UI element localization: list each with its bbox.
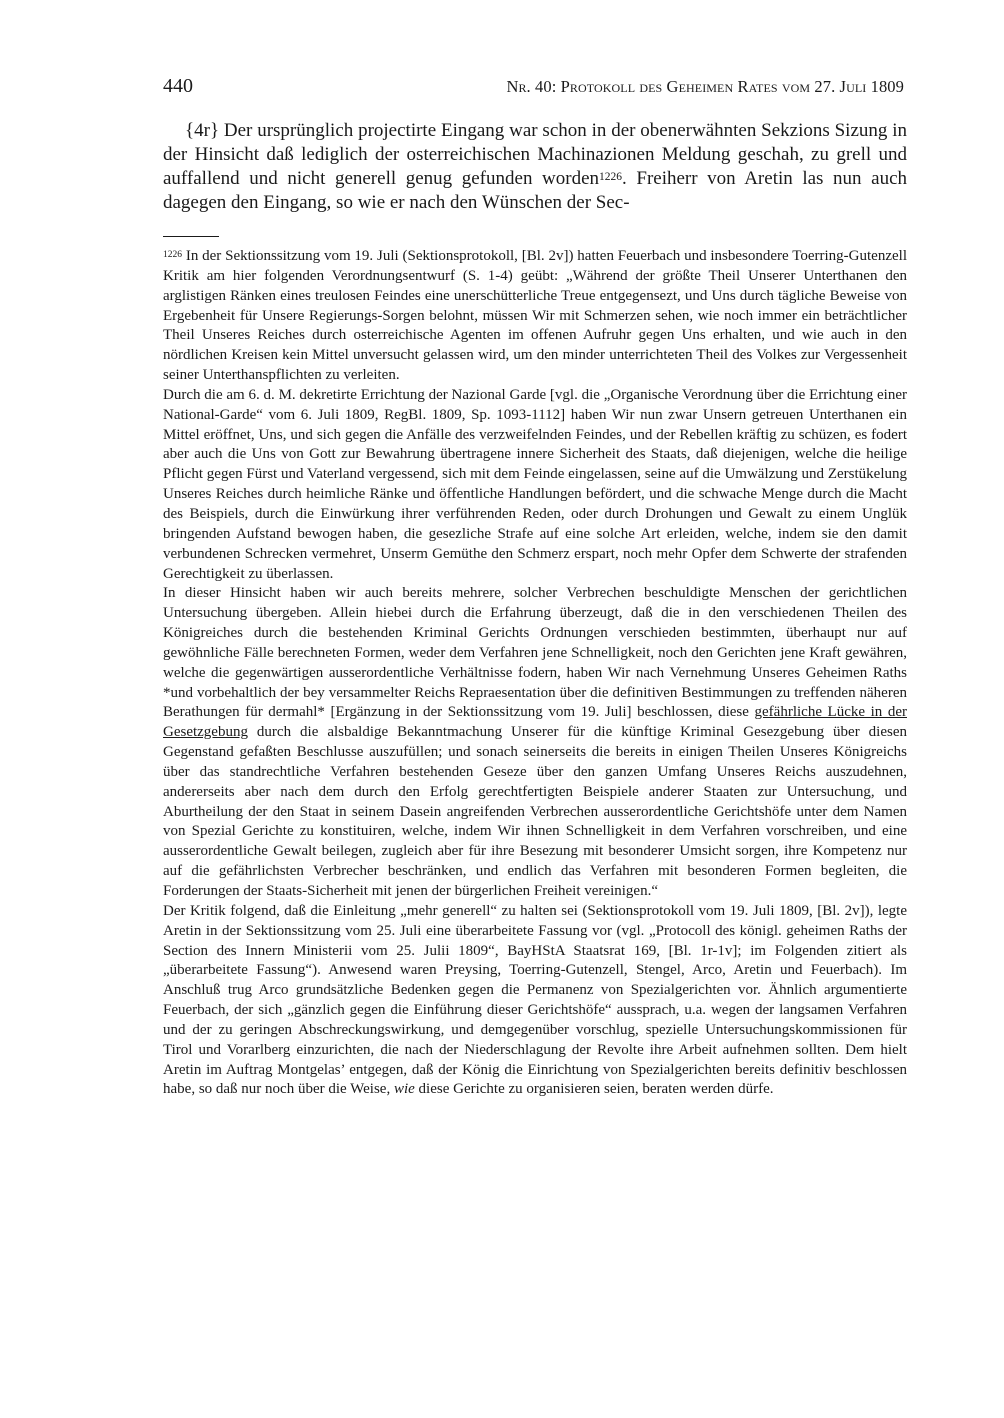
main-text-before-ref: {4r} Der ursprünglich projectirte Eingang war schon in der obenerwähnten Sekzions Sizung in der Hinsicht daß lediglich der osterreichischen Machinazionen Meldung geschah, zu grell und auffallend und nicht generell genug gefunden worden: [163, 120, 907, 189]
footnote-text-3b: durch die alsbaldige Bekanntmachung Unserer für die künftige Kriminal Gesezgebung über diesen Gegenstand gefaßten Beschlusse auszufüllen; und sonach seinerseits die bereits in einigen Theilen Unseres Königreichs über das standrechtliche Verfahren bestehenden Geseze über den ganzen Umfang Unseres Reichs auszudehnen, andererseits aber nach dem durch den Erfolg gerechtfertigten Beispiele anderer Staaten zur Untersuchung, und Aburtheilung der den Staat in seinem Dasein angreifenden Verbrechen ausserordentliche Gerichtshöfe unter dem Namen von Spezial Gerichte zu konstituiren, welche, indem Wir ihnen Schnelligkeit in dem Verfahren vorschreiben, und eine ausserordentliche Gewalt beilegen, zugleich aber für ihre Besezung mit besonderer Umsicht sorgen, ihre Kompetenz nur auf die gefährlichsten Verbrecher beschränken, und endlich das Verfahren mit besonderen Formen begleiten, die Forderungen der Staats-Sicherheit mit jenen der bürgerlichen Freiheit vereinigen.“: [163, 724, 907, 899]
footnote-text-4a: Der Kritik folgend, daß die Einleitung „mehr generell“ zu halten sei (Sektionsprotokoll vom 19. Juli 1809, [Bl. 2v]), legte Aretin in der Sektionssitzung vom 25. Juli eine überarbeitete Fassung vor (vgl. „Protocoll des königl. geheimen Raths der Section des Innern Ministerii vom 25. Julii 1809“, BayHStA Staatsrat 169, [Bl. 1r-1v]; im Folgenden zitiert als „überarbeitete Fassung“). Anwesend waren Preysing, Toerring-Gutenzell, Stengel, Arco, Aretin und Feuerbach). Im Anschluß trug Arco grundsätzliche Bedenken gegen die Permanenz von Spezialgerichten vor. Ähnlich argumentierte Feuerbach, der sich „gänzlich gegen die Einführung dieser Gerichtshöfe“ aussprach, u.a. wegen der langsamen Verfahren und der zu geringen Abschreckungswirkung, und demgegenüber vorschlug, spezielle Untersuchungskommissionen für Tirol und Vorarlberg einzurichten, die nach der Niederschlagung der Revolte ihre Arbeit aufnehmen sollten. Dem hielt Aretin im Auftrag Montgelas’ entgegen, daß der König die Einrichtung von Spezialgerichten bereits definitiv beschlossen habe, so daß nur noch über die Weise,: [163, 902, 907, 1098]
footnote-block: [163, 247, 907, 1100]
footnote-number: 1226: [163, 250, 182, 260]
footnote-paragraph-1: [163, 247, 907, 386]
footnote-reference: 1226: [599, 171, 623, 183]
footnote-text-1: In der Sektionssitzung vom 19. Juli (Sektionsprotokoll, [Bl. 2v]) hatten Feuerbach und insbesondere Toerring-Gutenzell Kritik am hier folgenden Verordnungsentwurf (S. 1-4) geübt: „Während der größte Theil Unserer Unterthanen den arglistigen Ränken eines treulosen Feindes eine unerschütterliche Treue entgegensezt, und Uns durch tägliche Beweise von Ergebenheit für Unsere Regierungs-Sorgen belohnt, müssen Wir mit Schmerzen sehen, wie noch immer ein beträchtlicher Theil Unseres Reiches durch osterreichische Agenten im offenen Aufruhr gegen Uns erhalten, und wie auch in den nördlichen Kreisen kein Mittel unversucht gelassen wird, um den minder unterrichteten Theil des Volkes zur Vergessenheit seiner Unterthanspflichten zu verleiten.: [163, 248, 907, 384]
footnote-rule: [163, 236, 219, 237]
underlined-phrase: gefährliche Lücke in der Gesetzgebung: [163, 704, 907, 741]
page-number: 440: [163, 75, 193, 97]
main-paragraph: [163, 119, 907, 215]
italic-word: wie: [393, 1081, 415, 1098]
footnote-text-4b: diese Gerichte zu organisieren seien, beraten werden dürfe.: [414, 1081, 774, 1098]
footnote-paragraph-4: [163, 902, 907, 1100]
main-text-after-ref: . Freiherr von Aretin las nun auch dagegen den Eingang, so wie er nach den Wünschen der Sec-: [163, 168, 908, 213]
footnote-paragraph-2: Durch die am 6. d. M. dekretirte Errichtung der Nazional Garde [vgl. die „Organische Verordnung über die Errichtung einer National-Garde“ vom 6. Juli 1809, RegBl. 1809, Sp. 1093-1112] haben Wir nun zwar Unsern getreuen Unterthanen ein Mittel eröffnet, Uns, und sich gegen die Anfälle des verzweifelnden Feindes, und der Rebellen kräftig zu schüzen, es fodert aber auch die Uns von Gott zur Bewahrung übertragene innere Sicherheit des Staats, daß diejenigen, welche die heilige Pflicht gegen Fürst und Vaterland vergessend, sich mit dem Feinde eingelassen, seine auf die Umwälzung und Zerstükelung Unseres Reiches durch heimliche Ränke und öffentliche Handlungen befördert, und die schwache Menge durch die Macht des Beispiels, durch die Einwürkung ihrer verführenden Reden, oder durch Drohungen und Gewalt zu einem Unglük bringenden Aufstand bewogen haben, die gesezliche Strafe auf eine solche Art erleiden, welche, indem sie den damit verbundenen Schrecken vermehret, Unserm Gemüthe den Schmerz erspart, noch mehr Opfer dem Schwerte der strafenden Gerechtigkeit zu überlassen.: [163, 386, 907, 582]
running-head: Nr. 40: Protokoll des Geheimen Rates vom 27. Juli 1809: [506, 77, 904, 96]
footnote-paragraph-3: [163, 584, 907, 902]
footnote-text-3a: In dieser Hinsicht haben wir auch bereits mehrere, solcher Verbrechen beschuldigte Menschen der gerichtlichen Untersuchung übergeben. Allein hiebei durch die Erfahrung überzeugt, daß die in den verschiedenen Theilen des Königreiches durch die bestehenden Kriminal Gerichts Ordnungen verschieden bestimmten, überhaupt nur auf gewöhnliche Fälle berechneten Formen, weder dem Verfahren jene Schnelligkeit, noch den Gerichten jene Kraft gewähren, welche die gegenwärtigen ausserordentliche Verhältnisse fodern, haben Wir nach Vernehmung Unseres Geheimen Raths *und vorbehaltlich der bey versammelter Reichs Repraesentation über die definitiven Bestimmungen zu treffenden näheren Berathungen für dermahl* [Ergänzung in der Sektionssitzung vom 19. Juli] beschlossen, diese: [163, 585, 907, 721]
